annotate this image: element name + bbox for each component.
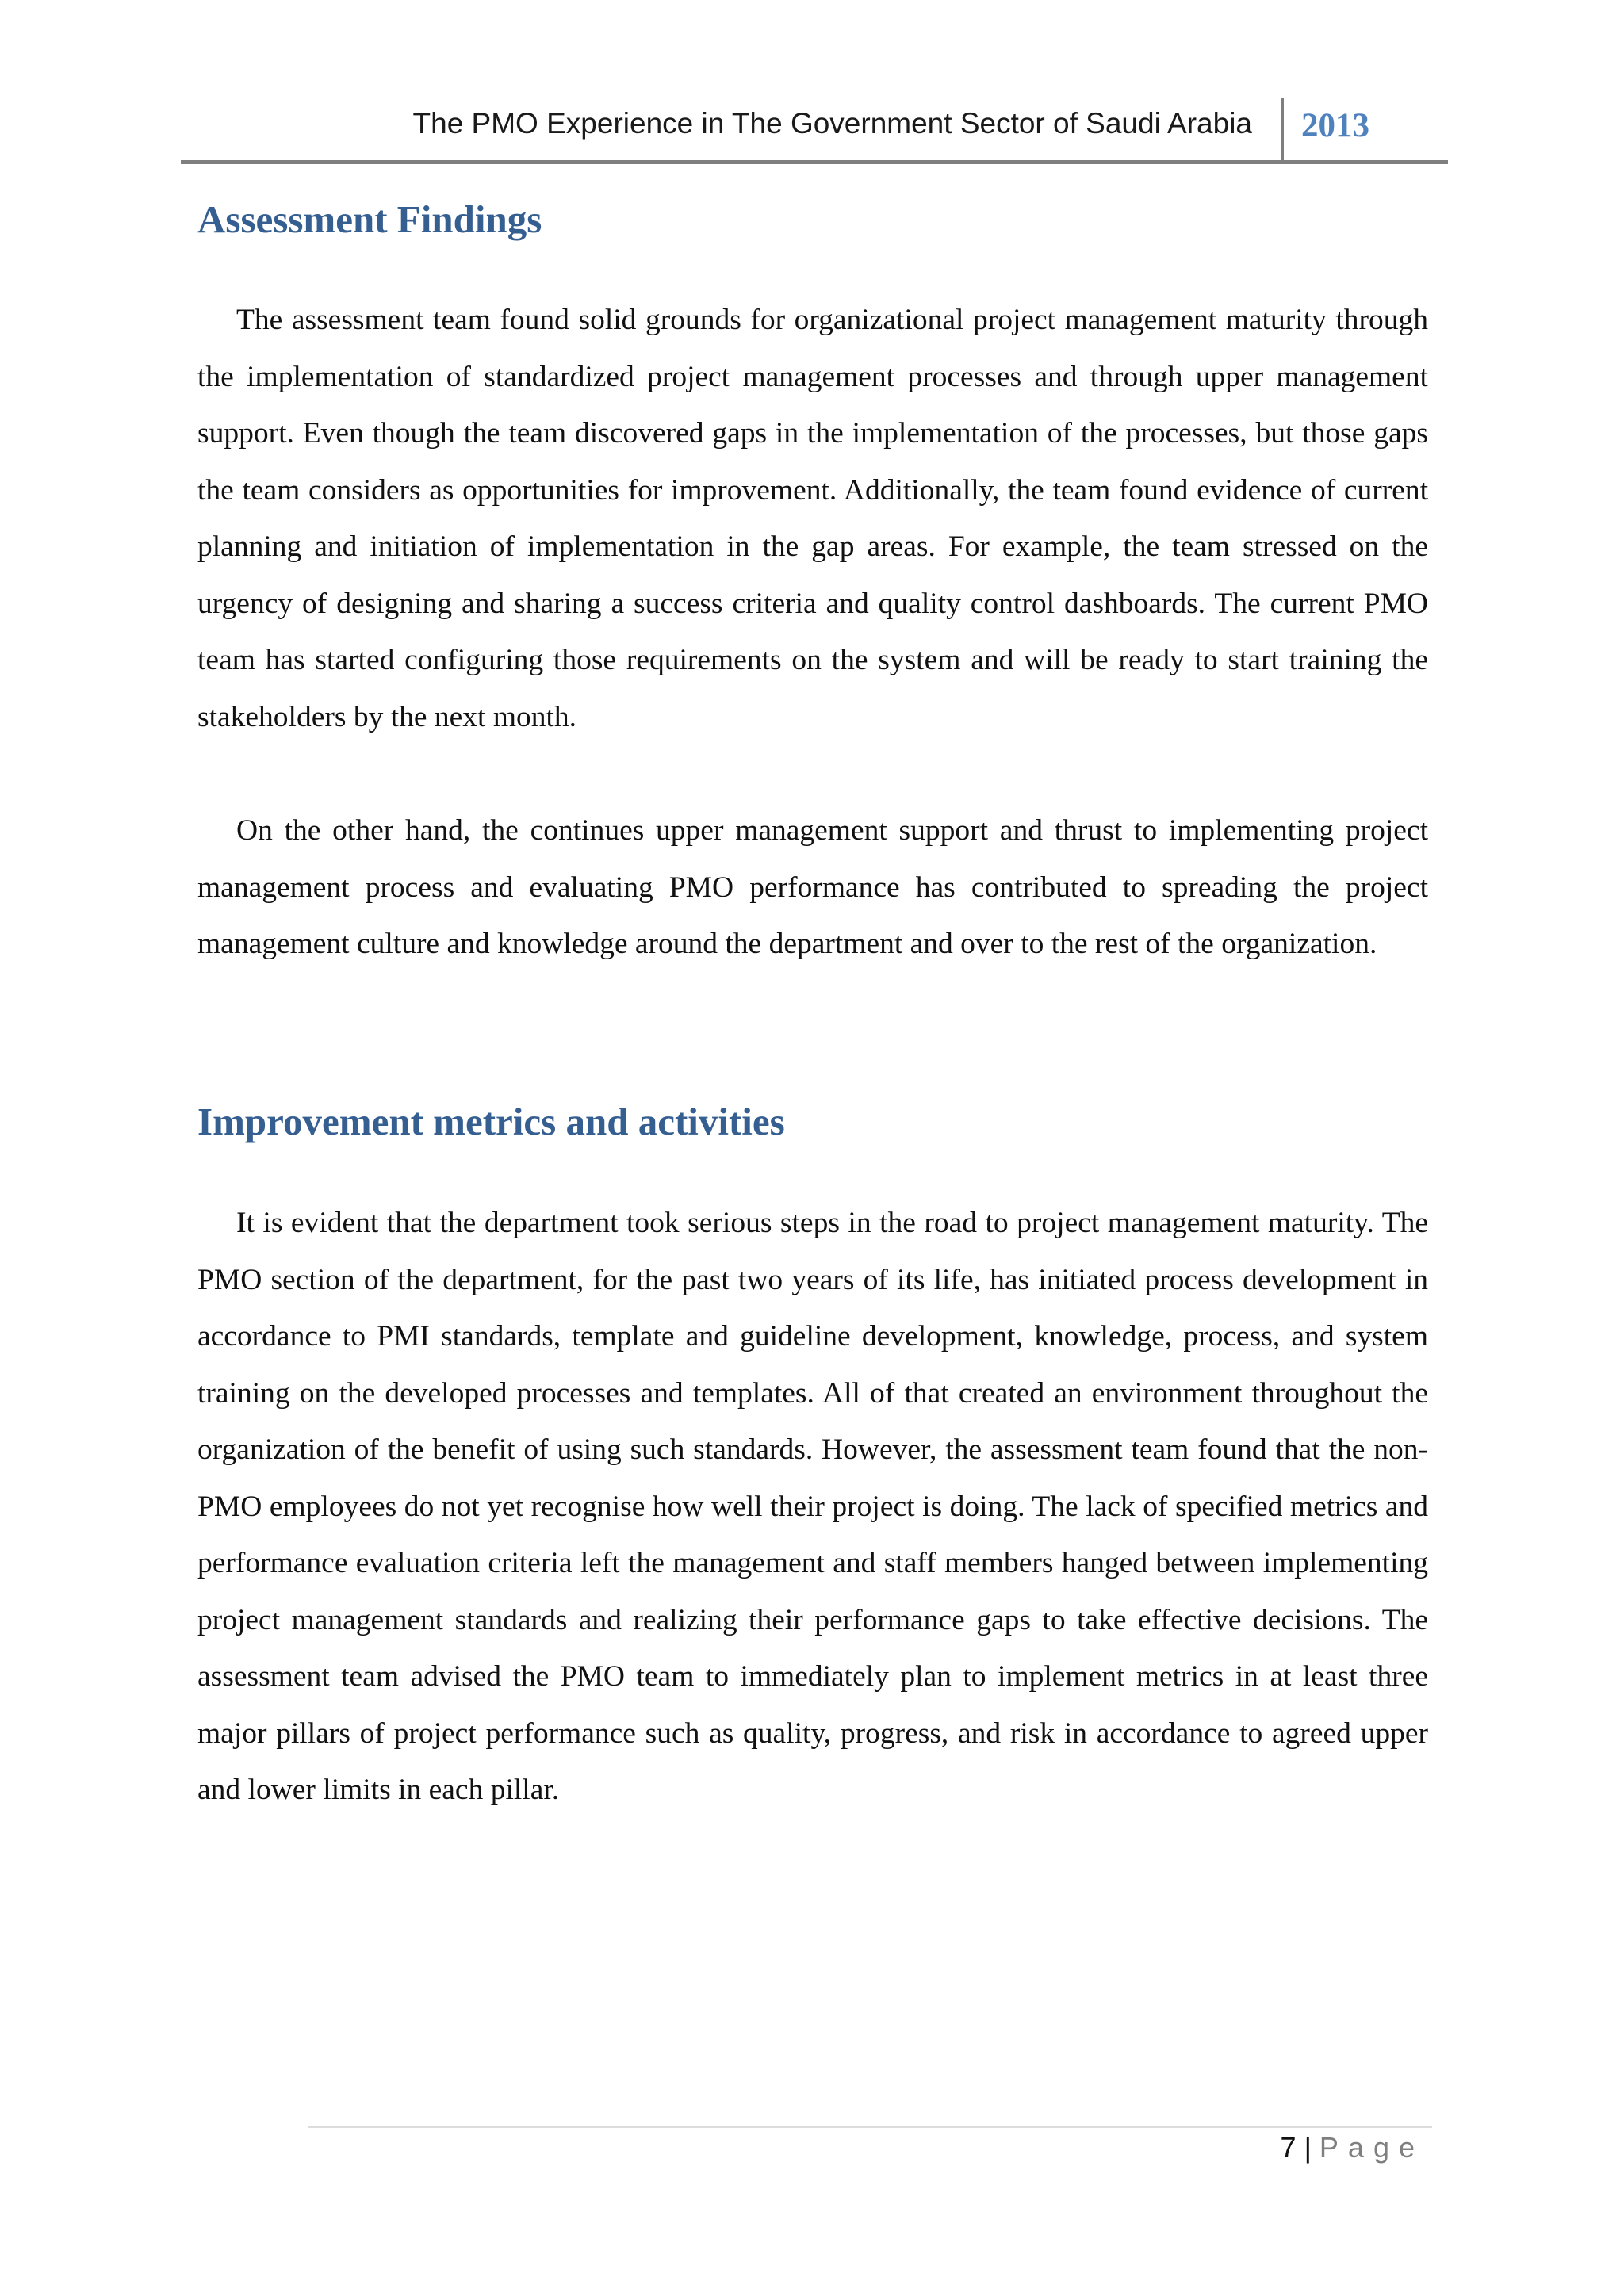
footer-rule <box>308 2126 1432 2128</box>
section-heading-assessment-findings: Assessment Findings <box>197 197 542 241</box>
header-year: 2013 <box>1301 107 1369 144</box>
paragraph-improvement-metrics-1: It is evident that the department took serious steps in the road to project management maturity. The PMO section of the department, for the past two years of its life, has initiated process development in accordance to PMI standards, template and guideline development, knowledge, process, and system training on the developed processes and templates. All of that created an environment throughout the organization of the benefit of using such standards. However, the assessment team found that the non-PMO employees do not yet recognise how well their project is doing. The lack of specified metrics and performance evaluation criteria left the management and staff members hanged between implementing project management standards and realizing their performance gaps to take effective decisions. The assessment team advised the PMO team to immediately plan to implement metrics in at least three major pillars of project performance such as quality, progress, and risk in accordance to agreed upper and lower limits in each pillar. <box>197 1207 1428 1806</box>
footer-separator: | <box>1304 2131 1312 2164</box>
section-heading-improvement-metrics: Improvement metrics and activities <box>197 1100 785 1143</box>
header-divider <box>1281 98 1284 160</box>
page-footer <box>1281 2131 1424 2164</box>
page-header <box>181 94 1448 164</box>
page-number: 7 <box>1280 2131 1297 2164</box>
header-title: The PMO Experience in The Government Sector of Saudi Arabia <box>412 107 1252 140</box>
page-label: Page <box>1319 2131 1424 2164</box>
paragraph-assessment-findings-1: The assessment team found solid grounds for organizational project management maturity through the implementation of standardized project management processes and through upper management support. Even though the team discovered gaps in the implementation of the processes, but those gaps the team considers as opportunities for improvement. Additionally, the team found evidence of current planning and initiation of implementation in the gap areas. For example, the team stressed on the urgency of designing and sharing a success criteria and quality control dashboards. The current PMO team has started configuring those requirements on the system and will be ready to start training the stakeholders by the next month. <box>197 304 1428 733</box>
paragraph-assessment-findings-2: On the other hand, the continues upper management support and thrust to implementing project management process and evaluating PMO performance has contributed to spreading the project management culture and knowledge around the department and over to the rest of the organization. <box>197 814 1428 960</box>
